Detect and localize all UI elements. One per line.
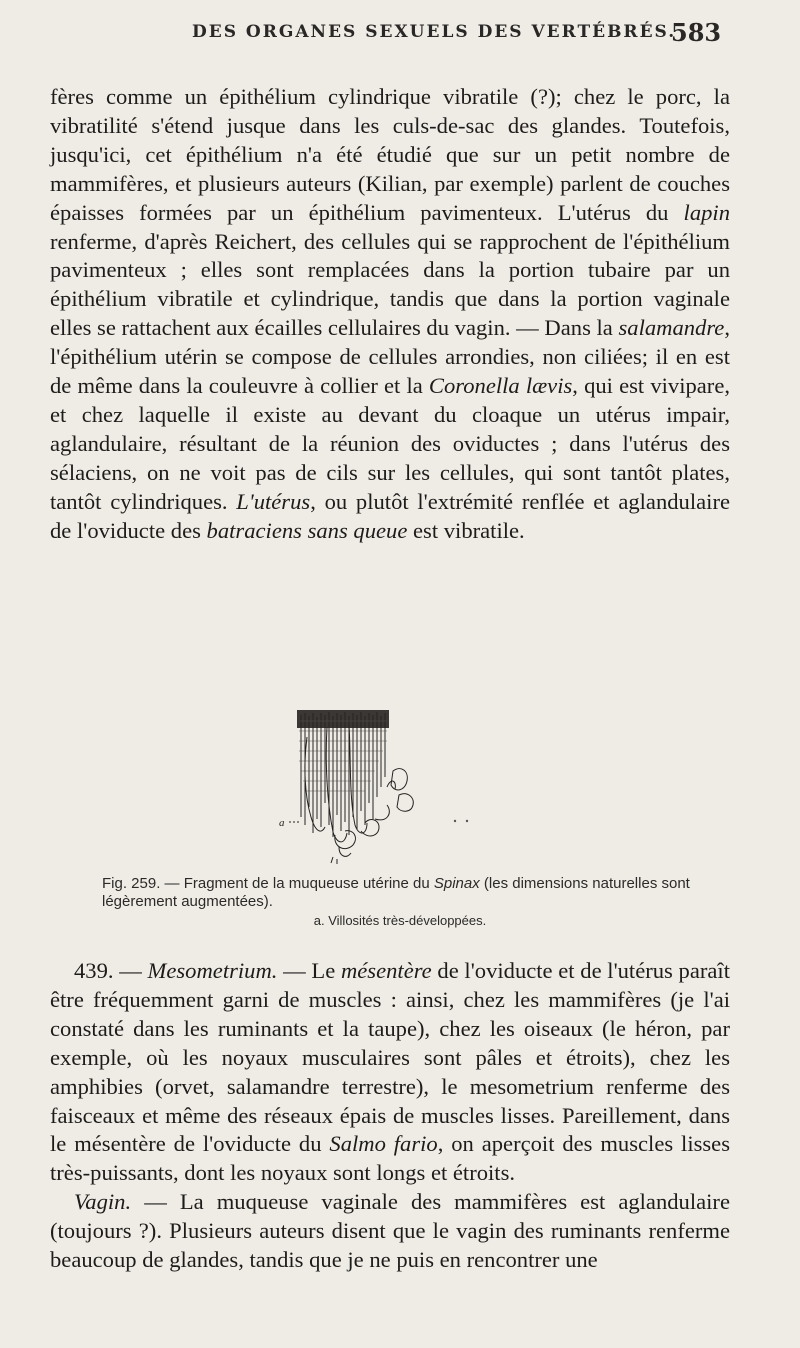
caption-species: Spinax [433,875,480,892]
section-439-text [50,957,730,1275]
running-head-title: DES ORGANES SEXUELS DES VERTÉBRÉS. [192,22,677,42]
text: , ou plutôt l'extrémité renflée et aglandulaire de l'oviducte des [50,488,730,543]
text: de l'oviducte et de l'utérus paraît être fréquemment garni de muscles : ainsi, chez les mammifères (je l'ai constaté dans les ruminants et la taupe), chez les oiseaux (le héron, par exemple, où les noyaux musculaires sont pâles et étroits), chez les amphibies (orvet, salamandre terrestre), le mesometrium renferme des faisceaux et même des réseaux épais de muscles lisses. Pareillement, dans le mésentère de l'oviducte du [50,958,730,1157]
section-heading: Vagin. [74,1189,132,1215]
text: 439. — [74,958,148,983]
italic-term: batraciens sans queue [206,517,408,543]
figure-sub-caption: a. Villosités très-développées. [313,913,487,928]
paragraph-vagin [50,1188,730,1275]
paragraph-mesometrium [50,957,730,1188]
text: — Le [277,958,341,983]
text: renferme, d'après Reichert, des cellules qui se rapprochent de l'épithélium pavimenteux ; elles sont remplacées dans la portion tubaire par un épithélium vibratile et cylindrique, tandis que dans la portion vaginale elles se rattachent aux écailles cellulaires du vagin. — Dans la [50,228,730,341]
italic-term: Coronella lævis [428,373,573,399]
text: est vibratile. [407,517,525,543]
running-head [0,12,800,52]
text: , qui est vivipare, et chez laquelle il existe au devant du cloaque un utérus impair, aglandulaire, résultant de la réunion des oviductes ; dans l'utérus des sélaciens, on ne voit pas de cils sur les cellules, qui sont tantôt plates, tantôt cylindriques. [50,373,730,514]
paragraph-uterine-epithelium [50,83,730,546]
italic-term: lapin [683,199,730,225]
section-heading: Mesometrium. [147,958,278,983]
text: , l'épithélium utérin se compose de cellules arrondies, non ciliées; il en est de même dans la couleuvre à collier et la [50,315,730,399]
figure-caption [102,875,722,911]
text: , on aperçoit des muscles lisses très-puissants, dont les noyaux sont longs et étroits. [50,1131,730,1186]
figure-uterine-mucosa-illustration [275,707,525,865]
mucosa-engraving [275,707,525,865]
text: — La muqueuse vaginale des mammifères est aglandulaire (toujours ?). Plusieurs auteurs disent que le vagin des ruminants renferme beaucoup de glandes, tandis que je ne puis en rencontrer une [50,1189,730,1273]
italic-term: mésentère [340,958,432,983]
italic-term: Salmo fario [329,1131,438,1157]
caption-prefix: Fig. 259. — Fragment de la muqueuse utérine du [102,875,434,892]
page-number: 583 [671,18,722,47]
italic-term: salamandre [618,315,725,341]
figure-label-a: a [279,817,285,829]
caption-suffix: (les dimensions naturelles sont légèrement augmentées). [102,875,690,910]
italic-term: L'utérus [236,488,311,514]
text: fères comme un épithélium cylindrique vibratile (?); chez le porc, la vibratilité s'étend jusque dans les culs-de-sac des glandes. Toutefois, jusqu'ici, cet épithélium n'a été étudié que sur un petit nombre de mammifères, et plusieurs auteurs (Kilian, par exemple) parlent de couches épaisses formées par un épithélium pavimenteux. L'utérus du [50,84,730,225]
